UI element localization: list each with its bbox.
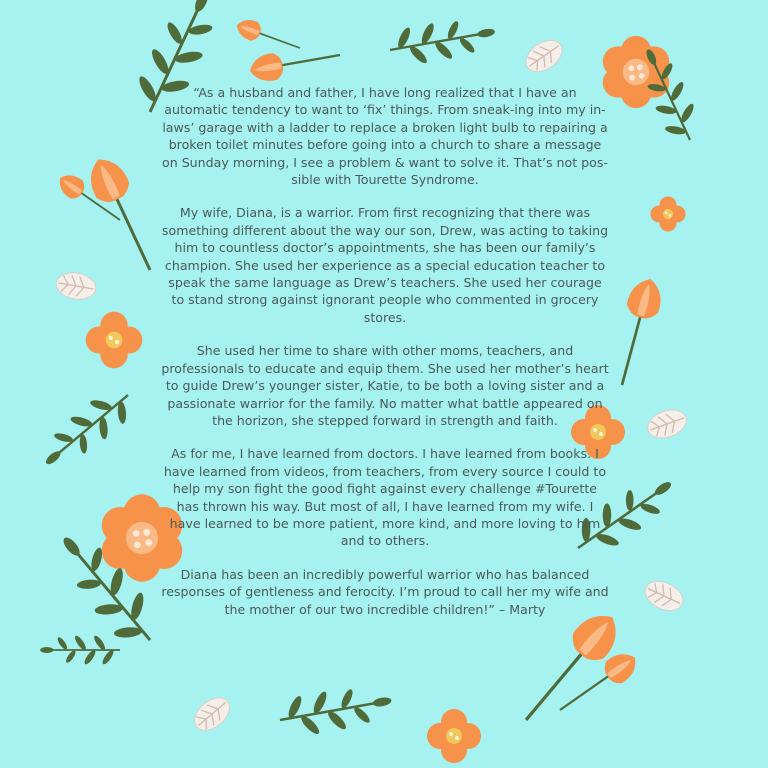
leaf-sprig-left (33, 379, 142, 480)
tulip-top-small (234, 16, 304, 58)
flower-right-small (650, 196, 685, 231)
leaf-sprig-top-center (386, 11, 498, 71)
pale-leaf-left (54, 270, 98, 303)
leaf-sprig-bottom (276, 678, 395, 742)
tulip-right (606, 275, 666, 390)
quote-paragraph-1: “As a husband and father, I have long realized that I have an automatic tendency to want to ‘fix’ things. From sneak-ing into my in-laws’ garage with a ladder to replace a broken light bulb to repairing a broken toilet minutes before going into a church to share a message on Sunday morning, I see a problem & want to solve it. That’s not pos-sible with Tourette Syndrome. (162, 85, 608, 188)
flower-bottom (427, 709, 481, 763)
tulip-top (248, 42, 343, 85)
pale-leaf-bottom (188, 691, 235, 737)
pale-leaf-right-lower (640, 576, 687, 616)
quote-paragraph-3: She used her time to share with other moms, teachers, and professionals to educate and equip them. She used her mother’s heart to guide Drew’s younger sister, Katie, to be both a loving sister and a passionate warrior for the family. No matter what battle appeared on the horizon, she stepped forward in strength and faith. (161, 343, 609, 428)
quote-text (160, 84, 610, 634)
flower-left (86, 312, 143, 369)
quote-paragraph-2: My wife, Diana, is a warrior. From first recognizing that there was something different about the way our son, Drew, was acting to taking him to countless doctor’s appointments, she has been our family’s champion. She used her experience as a special education teacher to speak the same language as Drew’s teachers. She used her courage to stand strong against ignorant people who commented in grocery stores. (161, 205, 609, 325)
pale-leaf-right (644, 405, 690, 443)
quote-paragraph-5: Diana has been an incredibly powerful warrior who has balanced responses of gentleness and ferocity. I’m proud to call her my wife and the mother of our two incredible children!” – Marty (161, 566, 609, 617)
tulip-left (82, 152, 167, 278)
pale-leaf-top (520, 34, 568, 78)
leaf-sprig-left-bottom (40, 634, 120, 666)
quote-paragraph-4: As for me, I have learned from doctors. I have learned from books. I have learned from videos, from teachers, from every source I could to help my son fight the good fight against every challenge #Tourette has thrown his way. But most of all, I have learned from my wife. I have learned to be more patient, more kind, and more loving to him and to others. (163, 446, 607, 549)
